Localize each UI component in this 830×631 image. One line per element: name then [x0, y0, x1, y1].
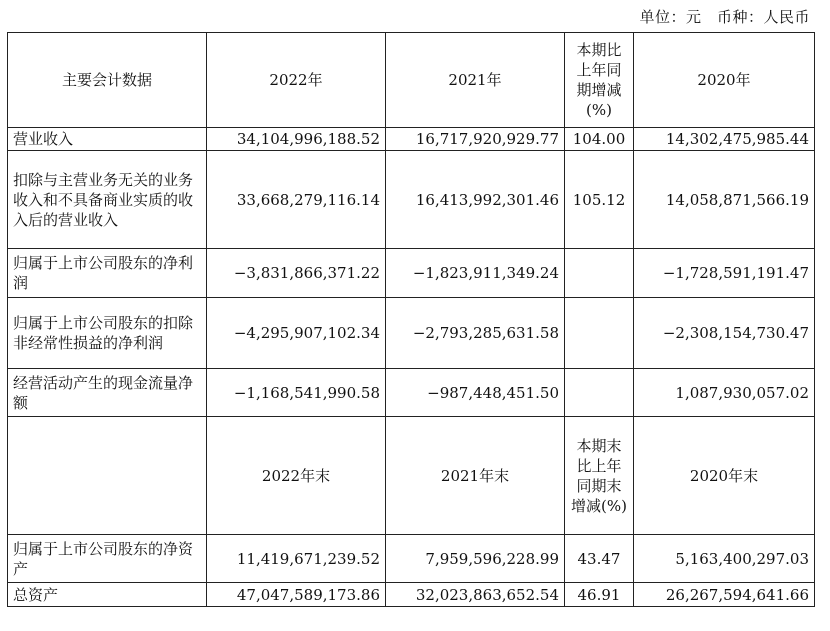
value-2021: −987,448,451.50	[386, 369, 565, 417]
value-2020: −1,728,591,191.47	[634, 249, 815, 298]
table-row	[8, 369, 815, 417]
value-yoy	[565, 369, 634, 417]
header-yoy-change: 本期比上年同期增减(%)	[565, 33, 634, 128]
value-2020: 5,163,400,297.03	[634, 535, 815, 583]
value-2022: 33,668,279,116.14	[207, 151, 386, 249]
row-label: 经营活动产生的现金流量净额	[8, 369, 207, 417]
value-2021: 16,717,920,929.77	[386, 128, 565, 151]
table-row	[8, 298, 815, 369]
table-subheader-row	[8, 417, 815, 535]
value-yoy: 46.91	[565, 583, 634, 607]
header-2021: 2021年	[386, 33, 565, 128]
value-2020: 14,302,475,985.44	[634, 128, 815, 151]
value-2020: −2,308,154,730.47	[634, 298, 815, 369]
table-row	[8, 535, 815, 583]
table-row	[8, 128, 815, 151]
value-2022: 34,104,996,188.52	[207, 128, 386, 151]
table-row	[8, 249, 815, 298]
header-main-data: 主要会计数据	[8, 33, 207, 128]
value-2021: 16,413,992,301.46	[386, 151, 565, 249]
table-row	[8, 583, 815, 607]
value-2021: 32,023,863,652.54	[386, 583, 565, 607]
row-label: 归属于上市公司股东的扣除非经常性损益的净利润	[8, 298, 207, 369]
value-2021: −2,793,285,631.58	[386, 298, 565, 369]
value-2022: −1,168,541,990.58	[207, 369, 386, 417]
value-2022: 47,047,589,173.86	[207, 583, 386, 607]
row-label: 总资产	[8, 583, 207, 607]
row-label: 归属于上市公司股东的净资产	[8, 535, 207, 583]
value-yoy: 43.47	[565, 535, 634, 583]
table-header-row	[8, 33, 815, 128]
table-row	[8, 151, 815, 249]
key-accounting-data-table	[7, 32, 815, 607]
subheader-blank	[8, 417, 207, 535]
subheader-2020-end: 2020年末	[634, 417, 815, 535]
currency-unit-note: 单位：元 币种：人民币	[639, 8, 810, 26]
value-2020: 14,058,871,566.19	[634, 151, 815, 249]
subheader-2022-end: 2022年末	[207, 417, 386, 535]
value-2022: 11,419,671,239.52	[207, 535, 386, 583]
subheader-2021-end: 2021年末	[386, 417, 565, 535]
value-yoy: 105.12	[565, 151, 634, 249]
value-yoy: 104.00	[565, 128, 634, 151]
row-label: 营业收入	[8, 128, 207, 151]
value-2022: −3,831,866,371.22	[207, 249, 386, 298]
value-yoy	[565, 249, 634, 298]
value-2020: 1,087,930,057.02	[634, 369, 815, 417]
value-2020: 26,267,594,641.66	[634, 583, 815, 607]
row-label: 归属于上市公司股东的净利润	[8, 249, 207, 298]
value-2022: −4,295,907,102.34	[207, 298, 386, 369]
header-2020: 2020年	[634, 33, 815, 128]
value-2021: 7,959,596,228.99	[386, 535, 565, 583]
value-2021: −1,823,911,349.24	[386, 249, 565, 298]
value-yoy	[565, 298, 634, 369]
row-label: 扣除与主营业务无关的业务收入和不具备商业实质的收入后的营业收入	[8, 151, 207, 249]
subheader-yoy-change: 本期末比上年同期末增减(%)	[565, 417, 634, 535]
header-2022: 2022年	[207, 33, 386, 128]
